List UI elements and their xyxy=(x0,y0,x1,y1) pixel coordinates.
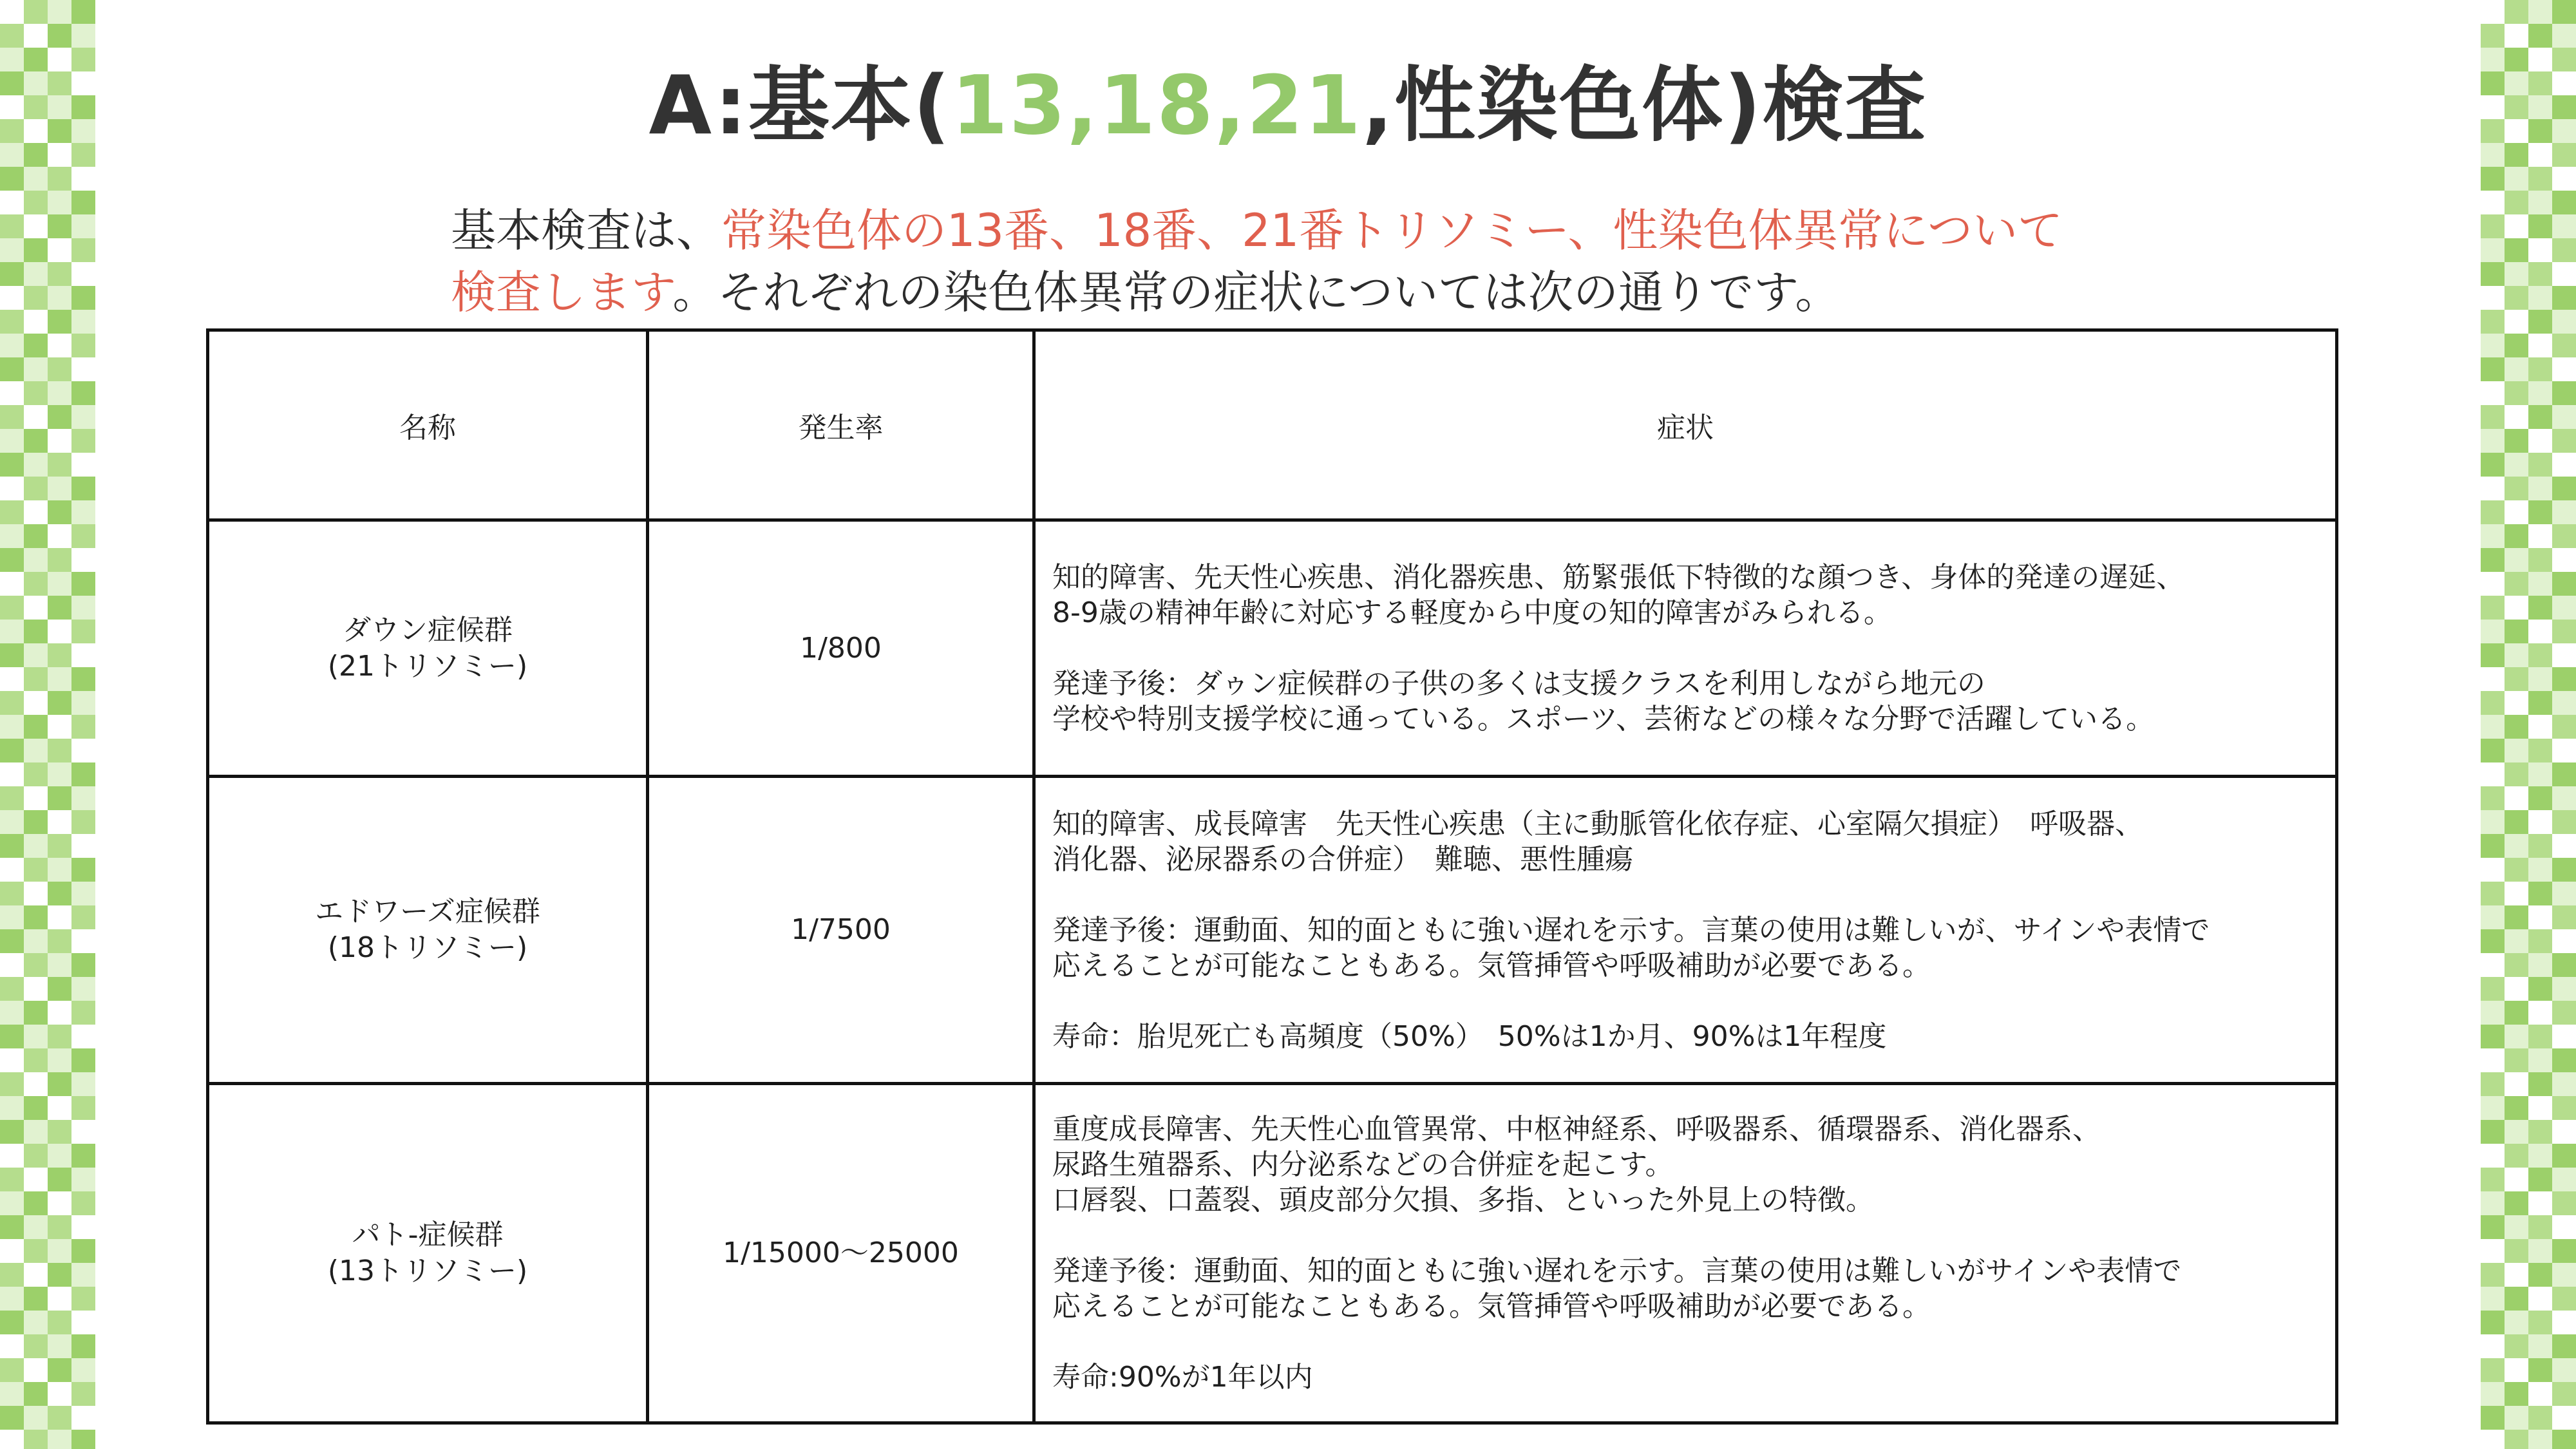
syndrome-name: ダウン症候群 xyxy=(343,613,513,647)
symptoms-text: 知的障害、成長障害 先天性心疾患（主に動脈管化依存症、心室隔欠損症） 呼吸器、 消化器、泌尿器系の合併症） 難聴、悪性腫瘍 xyxy=(1052,807,2143,876)
lifespan-text: 寿命:90%が1年以内 xyxy=(1052,1361,1313,1394)
syndrome-name: エドワーズ症候群 xyxy=(315,895,540,928)
incidence-rate: 1/15000～25000 xyxy=(648,1084,1034,1423)
syndrome-trisomy: (21トリソミー) xyxy=(327,649,528,683)
symptoms-text: 重度成長障害、先天性心血管異常、中枢神経系、呼吸器系、循環器系、消化器系、 尿路生殖器系、内分泌系などの合併症を起こす。 口唇裂、口蓋裂、頭皮部分欠損、多指、といった外見上の特徴。 xyxy=(1052,1113,2101,1217)
syndrome-trisomy: (18トリソミー) xyxy=(327,931,528,964)
prognosis-text: 発達予後：運動面、知的面ともに強い遅れを示す。言葉の使用は難しいがサインや表情で 応えることが可能なこともある。気管挿管や呼吸補助が必要である。 xyxy=(1052,1255,2182,1323)
lifespan-text: 寿命：胎児死亡も高頻度（50%） 50%は1か月、90%は1年程度 xyxy=(1052,1019,1887,1053)
intro-part2: 。それぞれの染色体異常の症状については次の通りです。 xyxy=(672,266,1841,319)
table-header-row xyxy=(208,330,2337,520)
incidence-rate: 1/7500 xyxy=(648,777,1034,1084)
title-suffix: ,性染色体)検査 xyxy=(1362,58,1927,153)
title-prefix: A:基本( xyxy=(649,58,952,153)
intro-red-1: 常染色体の13番、18番、21番トリソミー、性染色体異常について xyxy=(721,204,2063,257)
syndrome-name-cell xyxy=(208,777,648,1084)
intro-red-2: 検査します xyxy=(451,266,673,319)
left-checkered-border xyxy=(0,0,95,1449)
intro-paragraph xyxy=(451,200,2254,323)
syndrome-name-cell xyxy=(208,1084,648,1423)
intro-part1: 基本検査は、 xyxy=(451,204,721,257)
prognosis-text: 発達予後：運動面、知的面ともに強い遅れを示す。言葉の使用は難しいが、サインや表情で 応えることが可能なこともある。気管挿管や呼吸補助が必要である。 xyxy=(1052,913,2210,982)
header-rate: 発生率 xyxy=(648,330,1034,520)
syndrome-trisomy: (13トリソミー) xyxy=(327,1255,528,1287)
table-row xyxy=(208,520,2337,777)
header-name: 名称 xyxy=(208,330,648,520)
symptoms-cell xyxy=(1034,777,2337,1084)
syndrome-name: パト-症候群 xyxy=(352,1218,504,1251)
table-row xyxy=(208,1084,2337,1423)
page-title xyxy=(0,57,2576,154)
symptoms-table xyxy=(206,328,2338,1425)
symptoms-text: 知的障害、先天性心疾患、消化器疾患、筋緊張低下特徴的な顔つき、身体的発達の遅延、 8-9歳の精神年齢に対応する軽度から中度の知的障害がみられる。 xyxy=(1052,561,2185,629)
right-checkered-border xyxy=(2481,0,2576,1449)
symptoms-cell xyxy=(1034,520,2337,777)
prognosis-text: 発達予後：ダゥン症候群の子供の多くは支援クラスを利用しながら地元の 学校や特別支援学校に通っている。スポーツ、芸術などの様々な分野で活躍している。 xyxy=(1052,667,2155,735)
incidence-rate: 1/800 xyxy=(648,520,1034,777)
symptoms-cell xyxy=(1034,1084,2337,1423)
title-highlight: 13,18,21 xyxy=(951,58,1363,153)
table-row xyxy=(208,777,2337,1084)
header-symptoms: 症状 xyxy=(1034,330,2337,520)
syndrome-name-cell xyxy=(208,520,648,777)
